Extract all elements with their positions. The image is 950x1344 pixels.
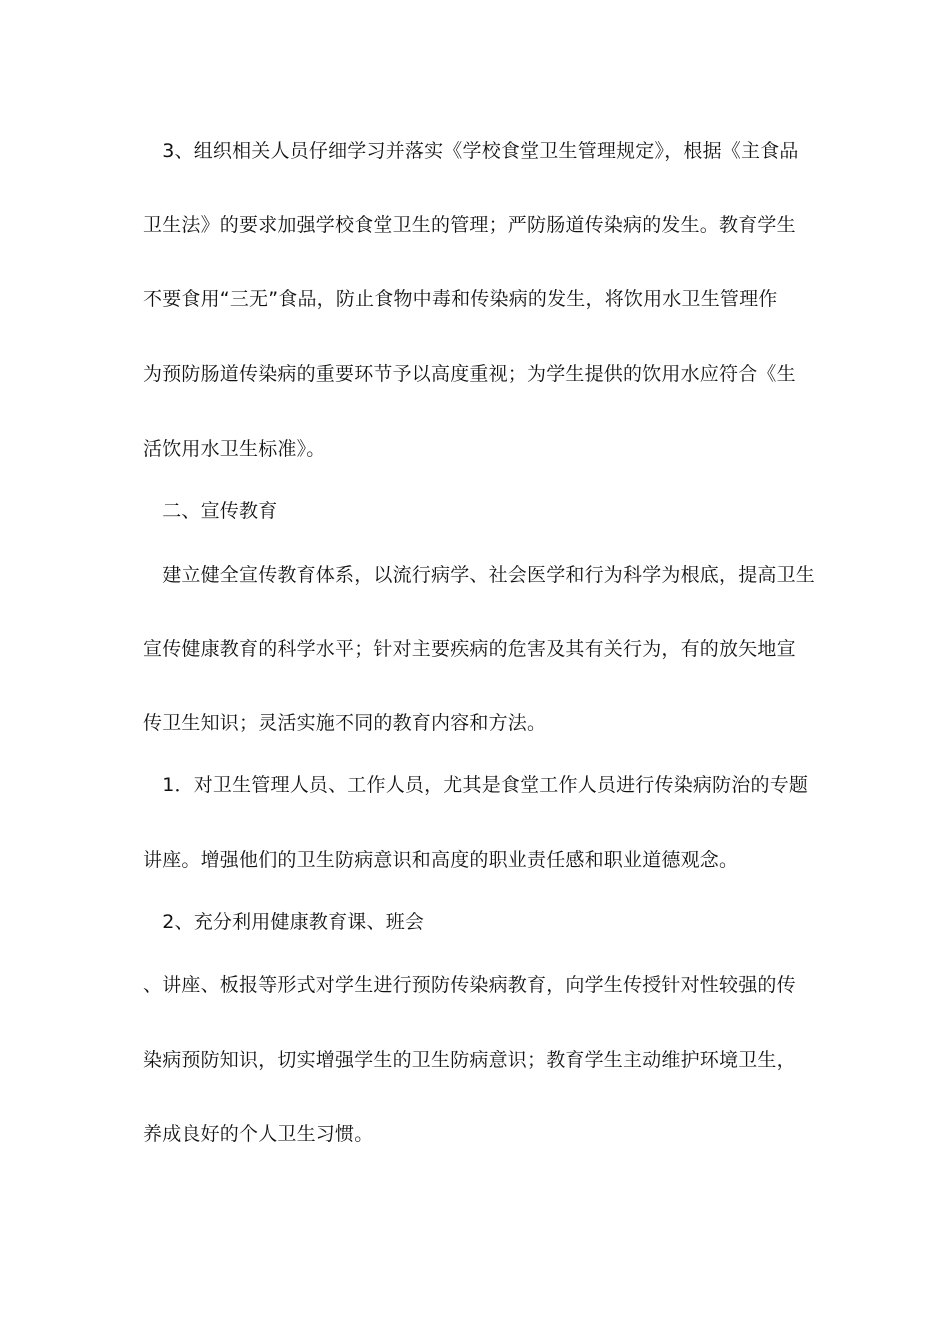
paragraph-3-line-5: 活饮用水卫生标准》。 (143, 438, 326, 460)
item-1-line-2: 讲座。增强他们的卫生防病意识和高度的职业责任感和职业道德观念。 (143, 849, 739, 871)
item-2-line-4: 养成良好的个人卫生习惯。 (143, 1123, 374, 1145)
item-2-line-3: 染病预防知识，切实增强学生的卫生防病意识；教育学生主动维护环境卫生， (143, 1049, 796, 1071)
paragraph-3-line-4: 为预防肠道传染病的重要环节予以高度重视；为学生提供的饮用水应符合《生 (143, 363, 796, 385)
paragraph-3-line-3: 不要食用“三无”食品，防止食物中毒和传染病的发生，将饮用水卫生管理作 (143, 288, 778, 310)
item-2-line-2: 、讲座、板报等形式对学生进行预防传染病教育，向学生传授针对性较强的传 (143, 974, 796, 996)
paragraph-3-line-1: 3、组织相关人员仔细学习并落实《学校食堂卫生管理规定》，根据《主食品 (143, 140, 799, 162)
intro-line-1: 建立健全宣传教育体系，以流行病学、社会医学和行为科学为根底，提高卫生 (143, 564, 816, 586)
item-2-line-1: 2、充分利用健康教育课、班会 (143, 911, 425, 933)
intro-line-3: 传卫生知识；灵活实施不同的教育内容和方法。 (143, 712, 547, 734)
intro-line-2: 宣传健康教育的科学水平；针对主要疾病的危害及其有关行为，有的放矢地宣 (143, 638, 796, 660)
section-heading: 二、宣传教育 (143, 500, 278, 522)
paragraph-3-line-2: 卫生法》的要求加强学校食堂卫生的管理；严防肠道传染病的发生。教育学生 (143, 214, 796, 236)
item-1-line-1: 1．对卫生管理人员、工作人员，尤其是食堂工作人员进行传染病防治的专题 (143, 774, 809, 796)
